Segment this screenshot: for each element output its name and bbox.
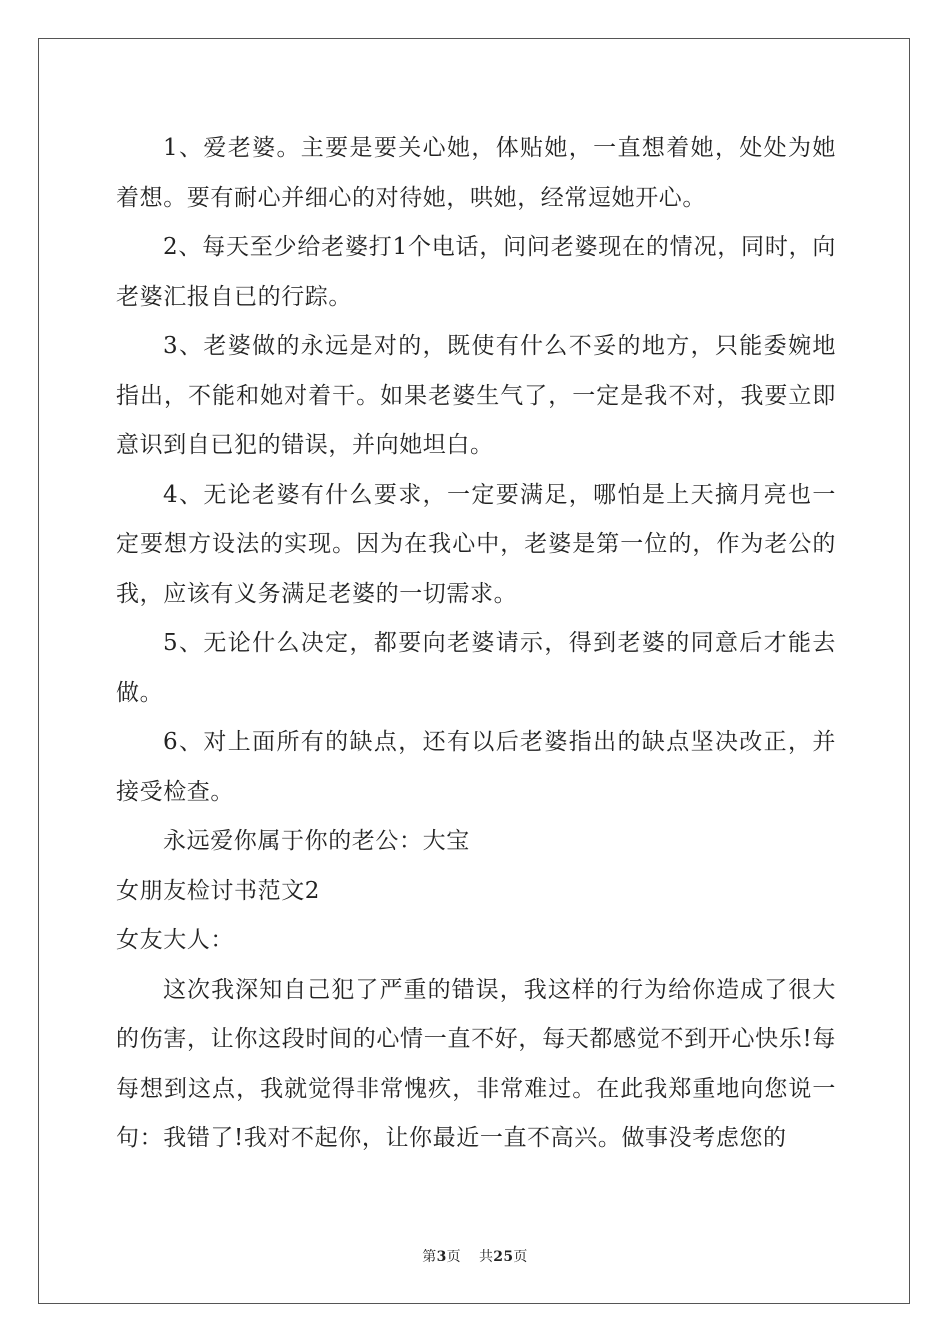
paragraph-4: 4、无论老婆有什么要求，一定要满足，哪怕是上天摘月亮也一定要想方设法的实现。因为在我心中，老婆是第一位的，作为老公的我，应该有义务满足老婆的一切需求。	[116, 481, 836, 607]
footer-current-page: 3	[436, 1249, 447, 1265]
page-footer	[0, 1246, 950, 1266]
footer-page-unit: 页	[446, 1249, 461, 1265]
footer-total-pages: 25	[493, 1249, 514, 1265]
paragraph-5: 5、无论什么决定，都要向老婆请示，得到老婆的同意后才能去做。	[116, 630, 836, 706]
paragraph-body: 这次我深知自己犯了严重的错误，我这样的行为给你造成了很大的伤害，让你这段时间的心情一直不好，每天都感觉不到开心快乐!每每想到这点，我就觉得非常愧疚，非常难过。在此我郑重地向您说一句：我错了!我对不起你，让你最近一直不高兴。做事没考虑您的	[116, 976, 836, 1151]
footer-total-unit: 页	[513, 1249, 528, 1265]
section-title: 女朋友检讨书范文2	[116, 877, 321, 904]
paragraph-6: 6、对上面所有的缺点，还有以后老婆指出的缺点坚决改正，并接受检查。	[116, 729, 836, 805]
paragraph-1: 1、爱老婆。主要是要关心她，体贴她，一直想着她，处处为她着想。要有耐心并细心的对待她，哄她，经常逗她开心。	[116, 135, 836, 211]
paragraph-3: 3、老婆做的永远是对的，既使有什么不妥的地方，只能委婉地指出，不能和她对着干。如果老婆生气了，一定是我不对，我要立即意识到自已犯的错误，并向她坦白。	[116, 333, 836, 458]
footer-prefix: 第	[422, 1249, 437, 1265]
paragraph-2: 2、每天至少给老婆打1个电话，问问老婆现在的情况，同时，向老婆汇报自已的行踪。	[116, 234, 836, 310]
document-body	[116, 124, 836, 1164]
salutation: 女友大人：	[116, 927, 234, 953]
signature-line: 永远爱你属于你的老公：大宝	[163, 828, 470, 854]
footer-total-prefix: 共	[478, 1249, 494, 1265]
